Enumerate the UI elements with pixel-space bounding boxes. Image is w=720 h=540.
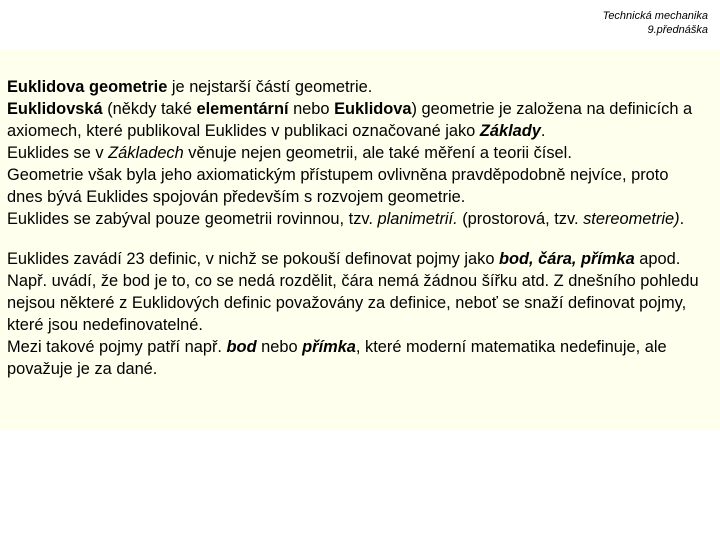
course-title: Technická mechanika [602, 10, 708, 22]
term-elementarni: elementární [196, 100, 289, 118]
text-span: věnuje nejen geometrii, ale také měření a teorii čísel. [183, 144, 572, 162]
term-bod-cara-primka: bod, čára, přímka [499, 250, 635, 268]
text-span: je nejstarší částí geometrie. [167, 78, 373, 96]
text-span: nebo [256, 338, 303, 356]
text-span: , které moderní matematika nedefinuje, ale považuje je za dané. [7, 338, 667, 378]
text-span: Euklides se zabýval pouze geometrii rovinnou, tzv. [7, 210, 378, 228]
term-euklidova: Euklidova [334, 100, 412, 118]
term-stereometrie: stereometrie) [583, 210, 680, 228]
text-span: Euklides se v [7, 144, 109, 162]
content-box [0, 50, 720, 430]
text-span: Geometrie však byla jeho axiomatickým přístupem ovlivněna pravděpodobně nejvíce, proto dnes bývá Euklides spojován především s rozvojem geometrie. [7, 166, 669, 206]
text-span: Mezi takové pojmy patří např. [7, 338, 227, 356]
term-euklidova-geometrie: Euklidova geometrie [7, 78, 168, 96]
term-planimetrie: planimetrií. [377, 210, 458, 228]
text-span: (prostorová, tzv. [457, 210, 584, 228]
term-zakladech: Základech [108, 144, 184, 162]
term-bod: bod [226, 338, 257, 356]
paragraph-definitions [7, 248, 708, 380]
term-zaklady: Základy [479, 122, 541, 140]
text-span: (někdy také [102, 100, 197, 118]
slide-header [603, 9, 708, 37]
paragraph-euclidean-geometry [7, 76, 708, 230]
text-span: apod. Např. uvádí, že bod je to, co se nedá rozdělit, čára nemá žádnou šířku atd. Z dnešního pohledu nejsou některé z Euklidových definic považovány za definice, neboť se snaží definovat pojmy, které jsou nedefinovatelné. [7, 250, 699, 334]
term-primka: přímka [302, 338, 356, 356]
text-span: . [540, 122, 546, 140]
text-span: Euklides zavádí 23 definic, v nichž se pokouší definovat pojmy jako [7, 250, 499, 268]
lecture-number: 9.přednáška [647, 24, 708, 36]
term-euklidovska: Euklidovská [7, 100, 103, 118]
text-span: nebo [288, 100, 335, 118]
text-span: ) geometrie je založena na definicích a axiomech, které publikoval Euklides v publikaci označované jako [7, 100, 693, 140]
text-span: . [679, 210, 685, 228]
